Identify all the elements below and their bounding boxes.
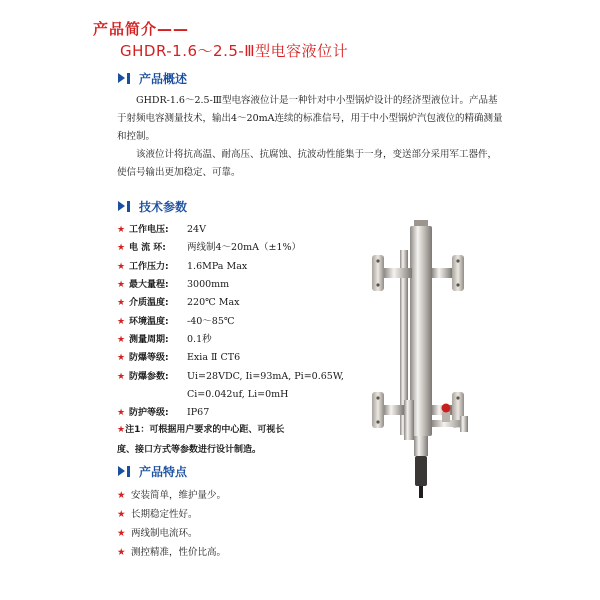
section-heading-features — [118, 463, 187, 479]
star-bullet-icon: ★ — [117, 509, 126, 520]
star-bullet-icon: ★ — [117, 243, 126, 253]
bolt — [376, 396, 379, 399]
star-bullet-icon: ★ — [117, 528, 126, 539]
cable — [419, 486, 423, 498]
bar-icon — [127, 466, 130, 477]
spec-row — [117, 369, 344, 385]
list-item — [117, 488, 226, 504]
feature-text: 安装简单，维护量少。 — [131, 490, 227, 501]
spec-row — [117, 222, 206, 238]
spec-row — [117, 314, 235, 330]
spec-row — [117, 332, 212, 348]
bolt — [456, 283, 459, 286]
spec-row — [117, 240, 301, 256]
overview-paragraph-1: GHDR-1.6～2.5-Ⅲ型电容液位计是一种针对中小型锅炉设计的经济型液位计。产品基于射频电容测量技术，输出4～20mA连续的标准信号，用于中小型锅炉汽包液位的精确测量和控制。 — [117, 95, 503, 142]
note-line-2: 度、接口方式等参数进行设计制造。 — [117, 445, 262, 455]
bolt — [376, 420, 379, 423]
spec-value: -40～85℃ — [187, 316, 235, 327]
star-bullet-icon: ★ — [117, 353, 126, 363]
bolt — [456, 396, 459, 399]
spec-row-continuation — [117, 387, 288, 403]
spec-label: 工作电压: — [129, 225, 169, 235]
feature-text: 两线制电流环。 — [131, 528, 198, 539]
level-gauge-product-image — [370, 220, 480, 500]
list-item — [117, 507, 198, 523]
spec-value: Ci=0.042uf, Li=0mH — [187, 389, 289, 400]
spec-row — [117, 350, 240, 366]
bolt — [376, 259, 379, 262]
bolt — [456, 259, 459, 262]
overview-text — [117, 92, 505, 182]
star-bullet-icon: ★ — [117, 425, 126, 435]
star-bullet-icon: ★ — [117, 372, 126, 382]
spec-value: 220℃ Max — [187, 297, 240, 308]
spec-value: Ui=28VDC, Ii=93mA, Pi=0.65W, — [187, 371, 344, 382]
valve-body — [442, 412, 450, 422]
overview-heading-text: 产品概述 — [139, 71, 188, 86]
product-model-title: GHDR-1.6～2.5-Ⅲ型电容液位计 — [120, 42, 349, 60]
spec-row — [117, 405, 209, 421]
play-arrow-icon — [118, 466, 125, 476]
spec-value: 24V — [187, 224, 206, 235]
bottom-stem — [414, 436, 428, 456]
play-arrow-icon — [118, 201, 125, 211]
spec-label: 电 流 环: — [129, 243, 166, 253]
star-bullet-icon: ★ — [117, 225, 126, 235]
star-bullet-icon: ★ — [117, 335, 126, 345]
section-heading-specs — [118, 198, 187, 214]
feature-text: 测控精准，性价比高。 — [131, 547, 227, 558]
bar-icon — [127, 73, 130, 84]
spec-label: 环境温度: — [129, 317, 169, 327]
spec-label: 防爆参数: — [129, 372, 169, 382]
spec-row — [117, 295, 240, 311]
star-bullet-icon: ★ — [117, 262, 126, 272]
star-bullet-icon: ★ — [117, 408, 126, 418]
specs-heading-text: 技术参数 — [139, 199, 188, 214]
spec-label: 防护等级: — [129, 408, 169, 418]
transmitter-housing — [415, 456, 427, 486]
top-cap — [414, 220, 428, 226]
valve-handle-icon — [442, 404, 451, 413]
bar-icon — [127, 201, 130, 212]
section-heading-overview — [118, 70, 187, 86]
note-line-1: 注1：可根据用户要求的中心距、可视长 — [125, 425, 285, 435]
star-bullet-icon: ★ — [117, 298, 126, 308]
spec-note — [117, 420, 367, 460]
lower-left-pipe — [384, 405, 404, 415]
spec-value: 0.1秒 — [187, 334, 212, 345]
play-arrow-icon — [118, 73, 125, 83]
lower-connector — [404, 400, 414, 440]
bolt — [376, 283, 379, 286]
spec-value: 两线制4～20mA（±1%） — [187, 242, 302, 253]
page-title: 产品简介—— — [93, 20, 190, 38]
spec-row — [117, 259, 247, 275]
feature-text: 长期稳定性好。 — [131, 509, 198, 520]
star-bullet-icon: ★ — [117, 280, 126, 290]
spec-label: 介质温度: — [129, 298, 169, 308]
drain-outlet — [460, 416, 468, 432]
spec-label: 最大量程: — [129, 280, 169, 290]
spec-value: Exia Ⅱ CT6 — [187, 352, 241, 363]
spec-label: 防爆等级: — [129, 353, 169, 363]
spec-value: 3000mm — [187, 279, 230, 290]
spec-value: 1.6MPa Max — [187, 261, 248, 272]
list-item — [117, 545, 226, 561]
list-item — [117, 526, 198, 542]
overview-paragraph-2: 该液位计将抗高温、耐高压、抗腐蚀、抗波动性能集于一身，变送部分采用军工器件，使信号输出更加稳定、可靠。 — [117, 149, 498, 178]
star-bullet-icon: ★ — [117, 490, 126, 501]
features-heading-text: 产品特点 — [139, 464, 188, 479]
spec-value: IP67 — [187, 407, 210, 418]
spec-label: 测量周期: — [129, 335, 169, 345]
star-bullet-icon: ★ — [117, 317, 126, 327]
upper-left-pipe — [384, 268, 412, 278]
spec-label: 工作压力: — [129, 262, 169, 272]
spec-row — [117, 277, 229, 293]
star-bullet-icon: ★ — [117, 547, 126, 558]
upper-right-pipe — [432, 268, 452, 278]
